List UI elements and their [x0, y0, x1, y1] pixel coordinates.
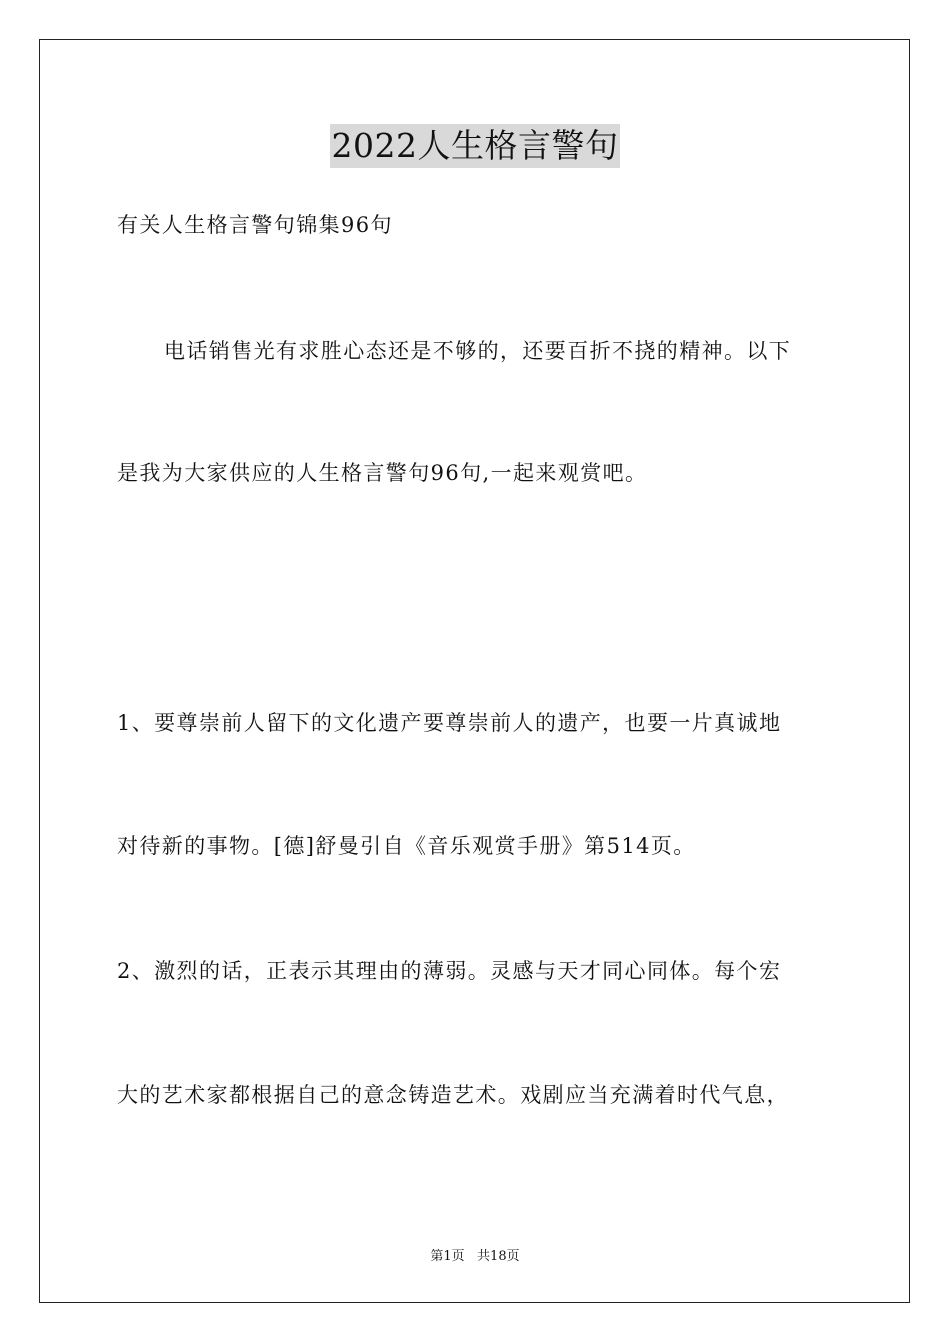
- page-footer: 第1页 共18页: [430, 1249, 520, 1264]
- intro-line-2: 是我为大家供应的人生格言警句96句,一起来观赏吧。: [117, 461, 648, 485]
- title-container: [0, 124, 950, 168]
- quote-2-line-1: 2、激烈的话，正表示其理由的薄弱。灵感与天才同心同体。每个宏: [117, 959, 782, 983]
- quote-1-line-1: 1、要尊崇前人留下的文化遗产要尊崇前人的遗产，也要一片真诚地: [117, 711, 782, 735]
- quote-2-line-2: 大的艺术家都根据自己的意念铸造艺术。戏剧应当充满着时代气息，: [117, 1083, 789, 1107]
- document-subtitle: 有关人生格言警句锦集96句: [117, 213, 393, 237]
- intro-line-1: 电话销售光有求胜心态还是不够的，还要百折不挠的精神。以下: [164, 339, 792, 363]
- document-title: 2022人生格言警句: [330, 124, 621, 168]
- quote-1-line-2: 对待新的事物。[德]舒曼引自《音乐观赏手册》第514页。: [117, 834, 696, 858]
